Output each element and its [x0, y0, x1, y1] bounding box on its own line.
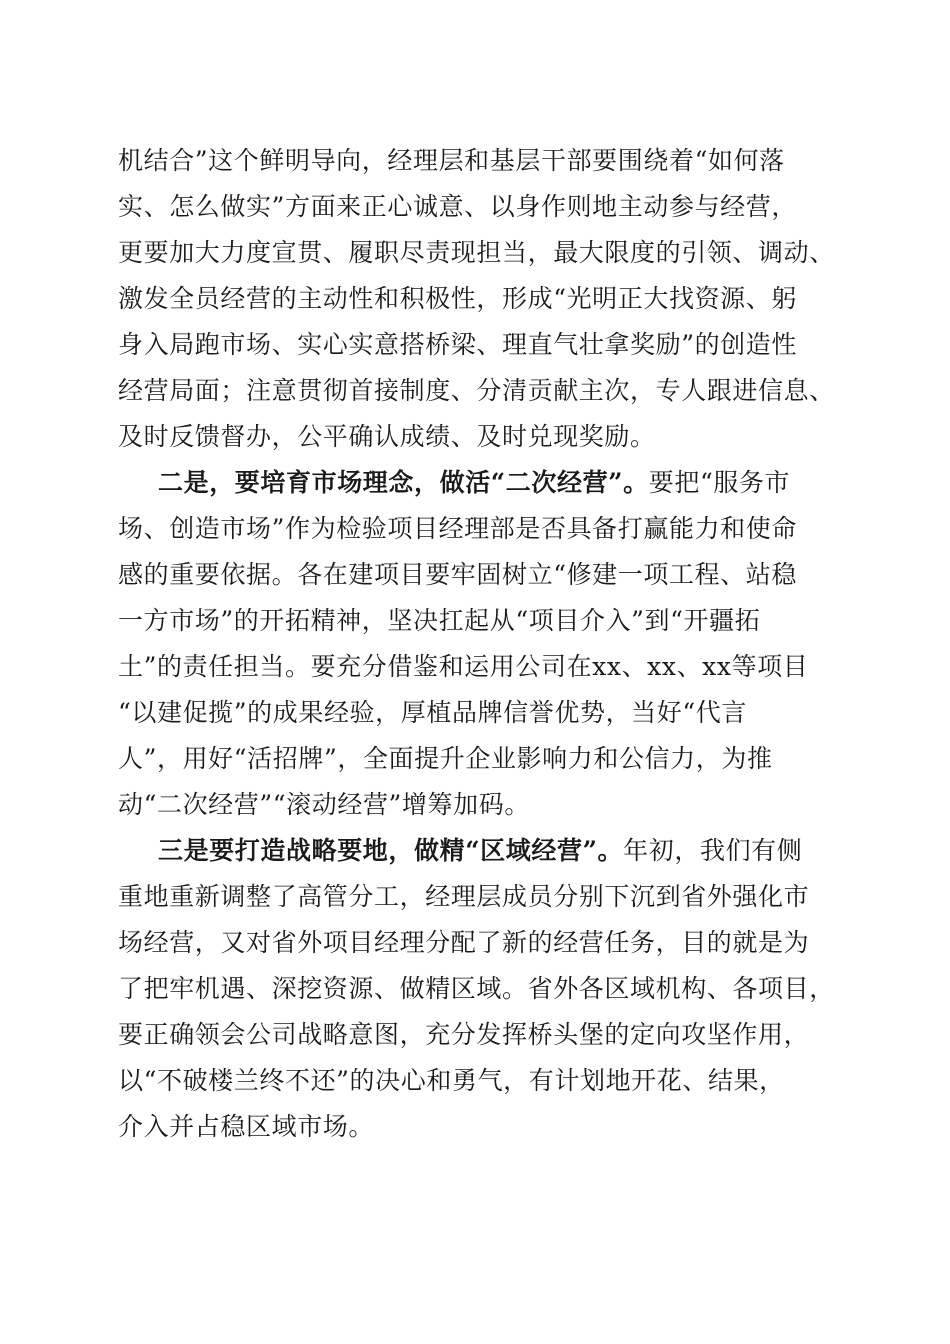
text-line — [118, 828, 848, 874]
text-line: 以“不破楼兰终不还”的决心和勇气，有计划地开花、结果， — [118, 1066, 785, 1095]
text-line: 激发全员经营的主动性和积极性，形成“光明正大找资源、躬 — [118, 284, 797, 313]
text-line: 经营局面；注意贯彻首接制度、分清贡献主次，专人跟进信息、 — [118, 376, 835, 405]
text-line: 一方市场”的开拓精神，坚决扛起从“项目介入”到“开疆拓 — [118, 606, 761, 635]
text-line: 场、创造市场”作为检验项目经理部是否具备打赢能力和使命 — [118, 514, 797, 543]
text-line: 实、怎么做实”方面来正心诚意、以身作则地主动参与经营， — [118, 192, 797, 221]
paragraph-heading: 二是，要培育市场理念，做活“二次经营”。 — [158, 468, 649, 497]
text-line: 介入并占稳区域市场。 — [118, 1112, 375, 1141]
text-line: 人”，用好“活招牌”，全面提升企业影响力和公信力，为推 — [118, 744, 773, 773]
text-line — [118, 460, 848, 506]
paragraph-3 — [118, 828, 848, 1150]
paragraph-2 — [118, 460, 848, 828]
text-line: 了把牢机遇、深挖资源、做精区域。省外各区域机构、各项目， — [118, 974, 835, 1003]
text-line: 要正确领会公司战略意图，充分发挥桥头堡的定向攻坚作用， — [118, 1020, 810, 1049]
text-line: 重地重新调整了高管分工，经理层成员分别下沉到省外强化市 — [118, 882, 810, 911]
text-line: “以建促揽”的成果经验，厚植品牌信誉优势，当好“代言 — [118, 698, 747, 727]
text-line: 身入局跑市场、实心实意搭桥梁、理直气壮拿奖励”的创造性 — [118, 330, 797, 359]
text-span: 要把“服务市 — [648, 468, 791, 497]
document-body — [118, 138, 848, 1150]
text-line: 动“二次经营”“滚动经营”增筹加码。 — [118, 790, 530, 819]
text-span: 年初，我们有侧 — [623, 836, 803, 865]
text-line: 土”的责任担当。要充分借鉴和运用公司在xx、xx、xx等项目 — [118, 652, 809, 681]
paragraph-heading: 三是要打造战略要地，做精“区域经营”。 — [158, 836, 624, 865]
paragraph-1 — [118, 138, 848, 460]
text-line: 机结合”这个鲜明导向，经理层和基层干部要围绕着“如何落 — [118, 146, 785, 175]
text-line: 场经营，又对省外项目经理分配了新的经营任务，目的就是为 — [118, 928, 810, 957]
text-line: 更要加大力度宣贯、履职尽责现担当，最大限度的引领、调动、 — [118, 238, 835, 267]
text-line: 感的重要依据。各在建项目要牢固树立“修建一项工程、站稳 — [118, 560, 797, 589]
text-line: 及时反馈督办，公平确认成绩、及时兑现奖励。 — [118, 422, 656, 451]
